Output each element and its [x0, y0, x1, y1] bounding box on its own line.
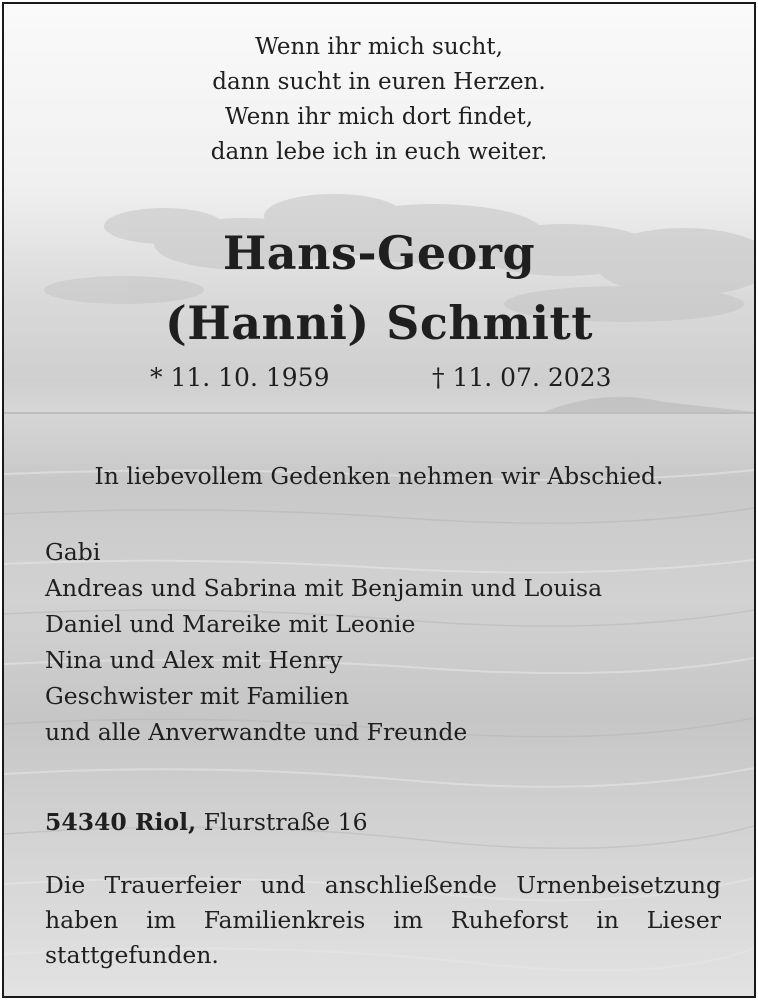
- mourner-line: Nina und Alex mit Henry: [45, 646, 343, 674]
- address: [45, 804, 735, 840]
- mourner-line: und alle Anverwandte und Freunde: [45, 718, 468, 746]
- poem: [4, 30, 754, 170]
- farewell-text: In liebevollem Gedenken nehmen wir Abschied.: [94, 462, 664, 490]
- name-line-first: Hans-Georg: [222, 226, 536, 280]
- name-line-second: (Hanni) Schmitt: [165, 296, 593, 350]
- poem-line: Wenn ihr mich sucht,: [255, 34, 503, 60]
- poem-line: Wenn ihr mich dort findet,: [224, 104, 534, 130]
- obituary-notice: [2, 2, 756, 998]
- mourner-line: Daniel und Mareike mit Leonie: [45, 610, 416, 638]
- mourner-line: Gabi: [45, 538, 101, 566]
- address-street: Flurstraße 16: [203, 808, 368, 836]
- service-note: Die Trauerfeier und anschließende Urnenbeisetzung haben im Familienkreis im Ruheforst in Lieser stattgefunden.: [45, 871, 721, 969]
- mourners-list: [45, 534, 735, 750]
- birth-date: * 11. 10. 1959: [150, 363, 330, 392]
- death-date: † 11. 07. 2023: [432, 363, 612, 392]
- address-place: 54340 Riol,: [45, 808, 197, 836]
- poem-line: dann sucht in euren Herzen.: [212, 69, 546, 95]
- deceased-name: [4, 218, 754, 358]
- mourner-line: Andreas und Sabrina mit Benjamin und Louisa: [45, 574, 603, 602]
- poem-line: dann lebe ich in euch weiter.: [210, 139, 548, 165]
- mourner-line: Geschwister mit Familien: [45, 682, 350, 710]
